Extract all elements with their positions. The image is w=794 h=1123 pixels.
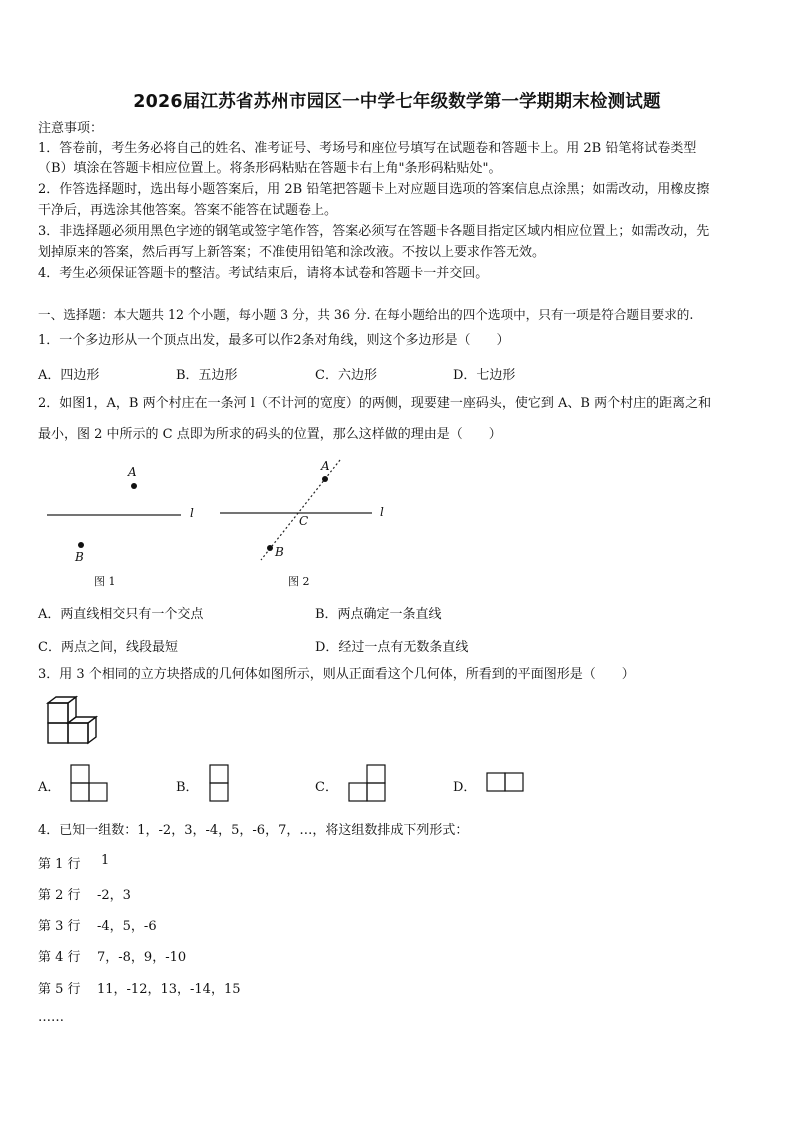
q4-stem: 4．已知一组数：1，-2，3，-4，5，-6，7，…，将这组数排成下列形式： [38, 823, 469, 838]
notice-heading: 注意事项： [38, 121, 104, 136]
q3-option-d-label: D． [453, 780, 477, 795]
fig2-caption: 图 2 [288, 575, 310, 588]
q2-option-b: B．两点确定一条直线 [315, 607, 442, 622]
q4-row-4-values: 7，-8，9，-10 [97, 950, 187, 965]
q2-option-c: C．两点之间，线段最短 [38, 640, 178, 655]
notice-line-4: 干净后，再选涂其他答案。答案不能答在试题卷上。 [38, 203, 338, 218]
q4-row-1-values: 1 [101, 853, 110, 868]
q3-option-b-label: B． [176, 780, 199, 795]
notice-line-3: 2．作答选择题时，选出每小题答案后，用 2B 铅笔把答题卡上对应题目选项的答案信息点涂黑；如需改动，用橡皮擦 [38, 182, 710, 197]
q1-option-b: B．五边形 [176, 368, 238, 383]
fig1-label-a: A [128, 465, 137, 479]
fig1-label-b: B [75, 550, 84, 564]
notice-line-1: 1．答卷前，考生务必将自己的姓名、准考证号、考场号和座位号填写在试题卷和答题卡上。用 2B 铅笔将试卷类型 [38, 141, 697, 156]
q2-stem-line-2: 最小，图 2 中所示的 C 点即为所求的码头的位置，那么这样做的理由是（ ） [38, 427, 502, 442]
q4-row-3-values: -4，5，-6 [97, 919, 157, 934]
q1-option-d: D．七边形 [453, 368, 516, 383]
q3-option-a-label: A． [38, 780, 61, 795]
q4-row-2-values: -2，3 [97, 888, 131, 903]
q1-stem: 1．一个多边形从一个顶点出发，最多可以作2条对角线，则这个多边形是（ ） [38, 333, 510, 348]
q4-row-1-label: 第 1 行 [38, 857, 81, 872]
fig2-label-b: B [275, 545, 284, 559]
section-heading: 一、选择题：本大题共 12 个小题，每小题 3 分，共 36 分. 在每小题给出的四个选项中，只有一项是符合题目要求的. [38, 307, 694, 322]
q4-row-4-label: 第 4 行 [38, 950, 81, 965]
q3-option-b-shape [210, 765, 228, 801]
notice-line-5: 3．非选择题必须用黑色字迹的钢笔或签字笔作答，答案必须写在答题卡各题目指定区域内相应位置上；如需改动，先 [38, 224, 710, 239]
q2-option-a: A．两直线相交只有一个交点 [38, 607, 204, 622]
fig2-label-l: l [380, 505, 384, 519]
fig1-label-l: l [190, 506, 194, 520]
q4-row-5-values: 11，-12，13，-14，15 [97, 982, 241, 997]
fig2-label-c: C [299, 514, 309, 528]
q3-option-c-shape [349, 765, 385, 801]
q4-row-2-label: 第 2 行 [38, 888, 81, 903]
q4-row-3-label: 第 3 行 [38, 919, 81, 934]
notice-line-6: 划掉原来的答案，然后再写上新答案；不准使用铅笔和涂改液。不按以上要求作答无效。 [38, 245, 546, 260]
q3-stem: 3．用 3 个相同的立方块搭成的几何体如图所示，则从正面看这个几何体，所看到的平面图形是（ ） [38, 667, 635, 682]
notice-line-7: 4．考生必须保证答题卡的整洁。考试结束后，请将本试卷和答题卡一并交回。 [38, 266, 489, 281]
q1-option-c: C．六边形 [315, 368, 377, 383]
fig1-caption: 图 1 [94, 575, 116, 588]
fig2-label-a: A [321, 459, 330, 473]
page-title: 2026届江苏省苏州市园区一中学七年级数学第一学期期末检测试题 [133, 92, 661, 112]
q2-stem-line-1: 2．如图1，A，B 两个村庄在一条河 l（不计河的宽度）的两侧，现要建一座码头，使它到 A、B 两个村庄的距离之和 [38, 396, 712, 411]
q3-option-c-label: C． [315, 780, 338, 795]
q3-option-a-shape [71, 765, 107, 801]
notice-line-2: （B）填涂在答题卡相应位置上。将条形码粘贴在答题卡右上角"条形码粘贴处"。 [38, 161, 502, 176]
q4-row-5-label: 第 5 行 [38, 982, 81, 997]
q3-option-d-shape [487, 773, 523, 791]
q1-option-a: A．四边形 [38, 368, 100, 383]
q2-option-d: D．经过一点有无数条直线 [315, 640, 469, 655]
q4-ellipsis: …… [38, 1010, 64, 1025]
